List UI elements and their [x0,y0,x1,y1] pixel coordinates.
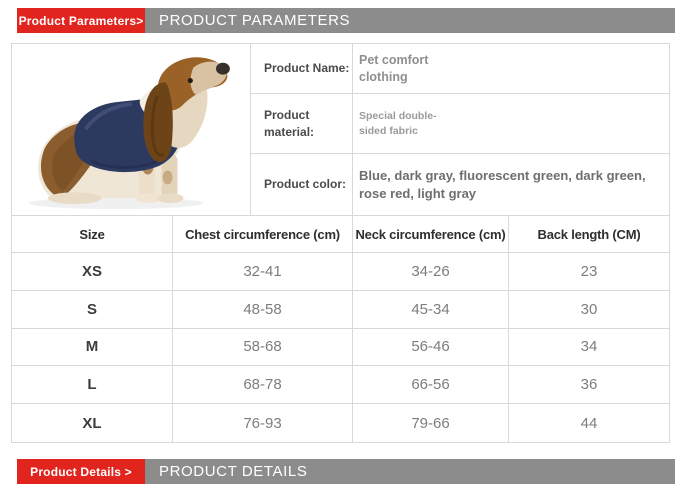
product-material-value-cell [353,94,669,154]
m-neck: 56-46 [353,329,509,367]
m-back: 34 [509,329,669,367]
product-details-title-bar: PRODUCT DETAILS [145,459,675,484]
dog-in-pet-clothing-image [13,45,250,215]
back-length-header: Back length (CM) [509,216,669,253]
product-details-badge[interactable]: Product Details > [17,459,145,484]
xs-chest: 32-41 [173,253,353,291]
xl-neck: 79-66 [353,404,509,442]
size-table [12,216,669,442]
product-photo [12,44,251,216]
xl-chest: 76-93 [173,404,353,442]
s-neck: 45-34 [353,291,509,329]
product-parameters-panel [11,43,670,443]
size-l: L [12,366,173,404]
size-xl: XL [12,404,173,442]
xs-neck: 34-26 [353,253,509,291]
size-m: M [12,329,173,367]
m-chest: 58-68 [173,329,353,367]
chest-circumference-header: Chest circumference (cm) [173,216,353,253]
product-name-label: Product Name: [251,44,353,94]
l-neck: 66-56 [353,366,509,404]
neck-circumference-header: Neck circumference (cm) [353,216,509,253]
product-material-value: Special double-sided fabric [359,110,437,137]
s-back: 30 [509,291,669,329]
bottom-banner [17,459,675,484]
product-color-value-cell [353,154,669,216]
product-parameters-title-bar: PRODUCT PARAMETERS [145,8,675,33]
s-chest: 48-58 [173,291,353,329]
top-banner [17,8,675,33]
product-name-value-cell [353,44,669,94]
l-chest: 68-78 [173,366,353,404]
size-s: S [12,291,173,329]
xs-back: 23 [509,253,669,291]
size-xs: XS [12,253,173,291]
product-info-table [12,44,669,216]
size-header: Size [12,216,173,253]
product-material-label: Product material: [251,94,353,154]
product-name-value: Pet comfort clothing [359,52,429,84]
product-color-label: Product color: [251,154,353,216]
product-parameters-badge[interactable]: Product Parameters> [17,8,145,33]
l-back: 36 [509,366,669,404]
product-color-value: Blue, dark gray, fluorescent green, dark green, rose red, light gray [359,167,646,201]
xl-back: 44 [580,414,598,432]
